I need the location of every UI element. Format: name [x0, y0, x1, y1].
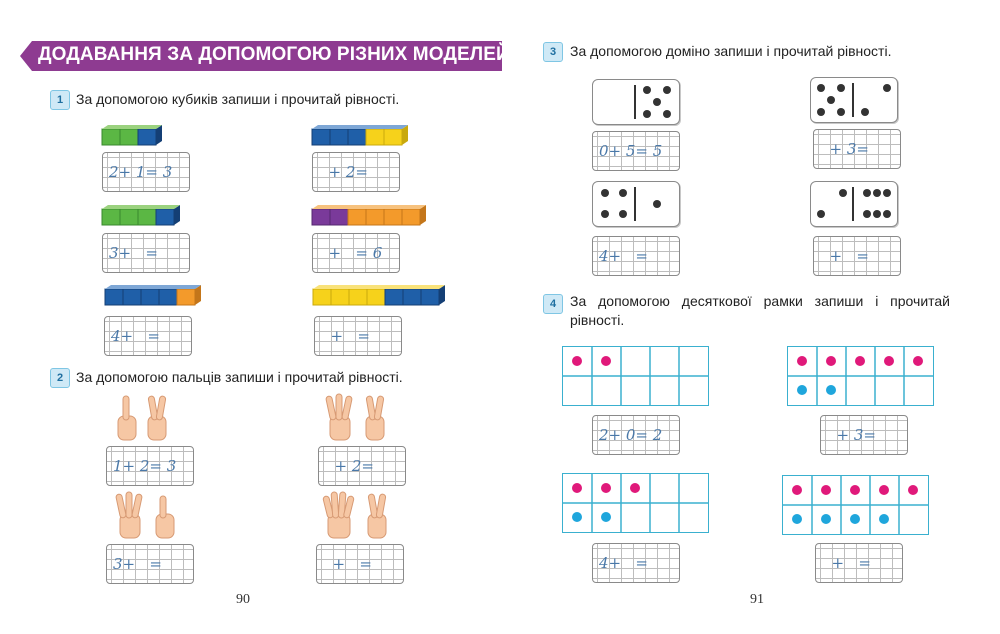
pink-counter	[572, 483, 582, 493]
equation-text: + = 6	[319, 244, 383, 262]
task-1-text: За допомогою кубиків запиши і прочитай рівності.	[76, 91, 400, 107]
answer-grid[interactable]	[102, 152, 190, 192]
answer-grid[interactable]	[318, 446, 406, 486]
blue-counter	[797, 385, 807, 395]
equation-text: + =	[822, 554, 871, 572]
cube-yellow	[349, 289, 367, 305]
blue-counter	[821, 514, 831, 524]
equation-text: + 2=	[319, 163, 368, 181]
blue-counter	[826, 385, 836, 395]
answer-grid[interactable]	[815, 543, 903, 583]
equation-text: 2+ 0= 2	[599, 426, 663, 444]
cube-blue	[141, 289, 159, 305]
cube-blue	[385, 289, 403, 305]
answer-grid[interactable]	[592, 236, 680, 276]
page-title: ДОДАВАННЯ ЗА ДОПОМОГОЮ РІЗНИХ МОДЕЛЕЙ	[38, 44, 510, 65]
pink-counter	[879, 485, 889, 495]
blue-counter	[601, 512, 611, 522]
cube-orange	[384, 209, 402, 225]
task-4-text	[570, 292, 950, 330]
cube-blue	[123, 289, 141, 305]
pink-counter	[850, 485, 860, 495]
answer-grid[interactable]	[104, 316, 192, 356]
pink-counter	[572, 356, 582, 366]
equation-text: 1+ 2= 3	[113, 457, 177, 475]
answer-grid[interactable]	[314, 316, 402, 356]
cube-row-1	[100, 125, 170, 147]
cube-blue	[105, 289, 123, 305]
equation-text: + 2=	[325, 457, 374, 475]
cube-yellow	[331, 289, 349, 305]
cube-green	[102, 129, 120, 145]
answer-grid[interactable]	[592, 131, 680, 171]
task-3-number: 3	[543, 42, 563, 62]
pink-counter	[630, 483, 640, 493]
cube-green	[120, 129, 138, 145]
answer-grid[interactable]	[316, 544, 404, 584]
cube-orange	[402, 209, 420, 225]
cube-green	[102, 209, 120, 225]
blue-counter	[850, 514, 860, 524]
ten-frame-4	[782, 475, 929, 535]
task-4-text-line-2: рівності.	[570, 312, 625, 328]
blue-counter	[572, 512, 582, 522]
task-2-number: 2	[50, 368, 70, 388]
answer-grid[interactable]	[106, 446, 194, 486]
domino-0-5	[592, 79, 680, 125]
pink-counter	[821, 485, 831, 495]
pink-counter	[855, 356, 865, 366]
equation-text: 4+ =	[599, 247, 648, 265]
task-1-number: 1	[50, 90, 70, 110]
pink-counter	[792, 485, 802, 495]
cube-row-5	[103, 285, 208, 307]
blue-counter	[792, 514, 802, 524]
cube-green	[120, 209, 138, 225]
cube-green	[138, 209, 156, 225]
answer-grid[interactable]	[592, 543, 680, 583]
ten-frame-1	[562, 346, 709, 406]
equation-text: 4+ =	[599, 554, 648, 572]
hands-4-and-2-icon	[322, 490, 396, 542]
cube-blue	[138, 129, 156, 145]
cube-row-2	[310, 125, 430, 147]
domino-5-2	[810, 77, 898, 123]
cube-row-6	[311, 285, 451, 307]
equation-text: + 3=	[827, 426, 876, 444]
ten-frame-2	[787, 346, 934, 406]
cube-blue	[312, 129, 330, 145]
equation-text: 0+ 5= 5	[599, 142, 663, 160]
cube-orange	[348, 209, 366, 225]
cube-blue	[330, 129, 348, 145]
equation-text: + =	[820, 247, 869, 265]
hands-3-and-1-icon	[114, 490, 184, 542]
cube-blue	[403, 289, 421, 305]
ten-frame-3	[562, 473, 709, 533]
equation-text: 4+ =	[111, 327, 160, 345]
answer-grid[interactable]	[102, 233, 190, 273]
answer-grid[interactable]	[813, 236, 901, 276]
pink-counter	[908, 485, 918, 495]
pink-counter	[601, 356, 611, 366]
equation-text: + 3=	[820, 140, 869, 158]
equation-text: + =	[321, 327, 370, 345]
task-4-number: 4	[543, 294, 563, 314]
task-4-text-line-1: За допомогою десяткової рамки запиши і прочитай	[570, 293, 950, 309]
hands-1-and-2-icon	[114, 392, 174, 444]
answer-grid[interactable]	[592, 415, 680, 455]
equation-text: 2+ 1= 3	[109, 163, 173, 181]
pink-counter	[601, 483, 611, 493]
pink-counter	[826, 356, 836, 366]
domino-2-6	[810, 181, 898, 227]
cube-blue	[156, 209, 174, 225]
equation-text: 3+ =	[113, 555, 162, 573]
page-number-right: 91	[750, 592, 764, 607]
domino-4-1	[592, 181, 680, 227]
pink-counter	[797, 356, 807, 366]
pink-counter	[884, 356, 894, 366]
blue-counter	[879, 514, 889, 524]
cube-blue	[159, 289, 177, 305]
task-3-text: За допомогою доміно запиши і прочитай рівності.	[570, 43, 892, 59]
cube-blue	[421, 289, 439, 305]
answer-grid[interactable]	[813, 129, 901, 169]
hands-3-and-2-icon	[324, 392, 394, 444]
cube-purple	[312, 209, 330, 225]
cube-yellow	[313, 289, 331, 305]
answer-grid[interactable]	[106, 544, 194, 584]
cube-yellow	[367, 289, 385, 305]
cube-row-4	[310, 205, 435, 227]
pink-counter	[913, 356, 923, 366]
cube-row-3	[100, 205, 190, 227]
equation-text: + =	[323, 555, 372, 573]
equation-text: 3+ =	[109, 244, 158, 262]
answer-grid[interactable]	[312, 233, 400, 273]
cube-yellow	[384, 129, 402, 145]
cube-blue	[348, 129, 366, 145]
task-2-text: За допомогою пальців запиши і прочитай рівності.	[76, 369, 403, 385]
cube-purple	[330, 209, 348, 225]
cube-orange	[366, 209, 384, 225]
answer-grid[interactable]	[312, 152, 400, 192]
cube-orange	[177, 289, 195, 305]
answer-grid[interactable]	[820, 415, 908, 455]
page-number-left: 90	[236, 592, 250, 607]
cube-yellow	[366, 129, 384, 145]
